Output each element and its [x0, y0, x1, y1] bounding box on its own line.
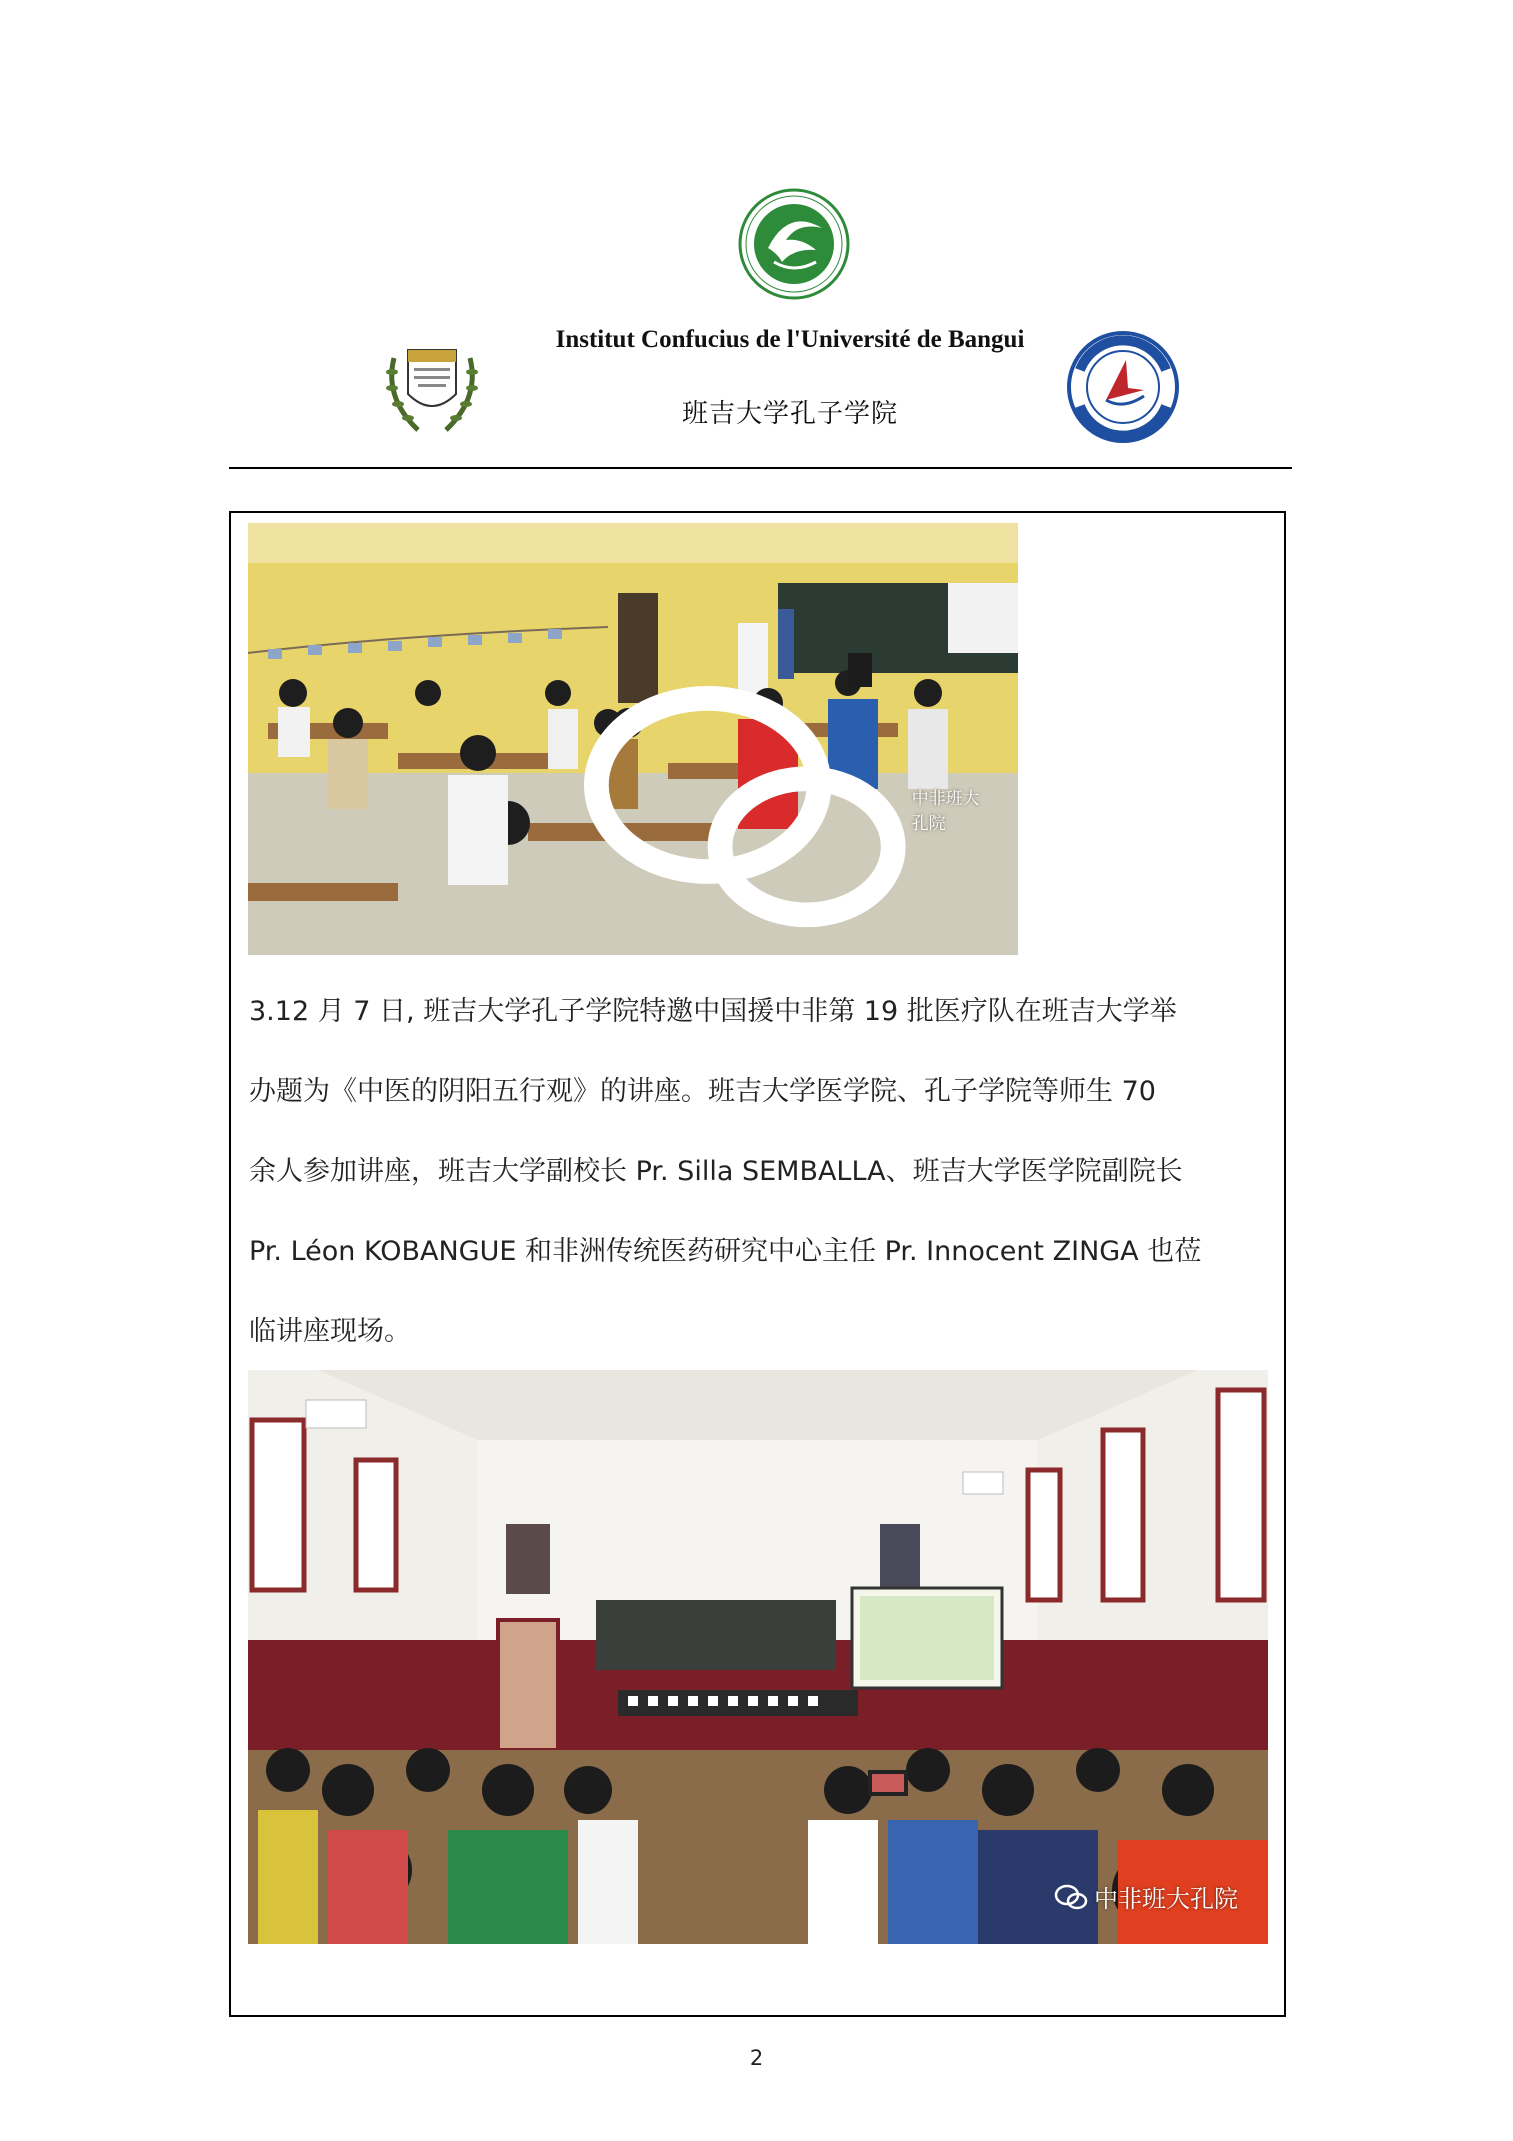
confucius-institute-logo: [738, 188, 850, 300]
photo1-watermark: [584, 686, 992, 933]
article-line-4: Pr. Léon KOBANGUE 和非洲传统医药研究中心主任 Pr. Innocent ZINGA 也莅: [249, 1236, 1202, 1267]
photo2-watermark: [1054, 1879, 1238, 1914]
lecture-hall-photo: [248, 1370, 1268, 1944]
wechat-icon: [1054, 1884, 1088, 1910]
article-body: [249, 972, 1269, 1372]
institute-name-french: Institut Confucius de l'Université de Bangui: [555, 326, 1025, 353]
wechat-icon: [584, 686, 906, 933]
article-line-3: 余人参加讲座，班吉大学副校长 Pr. Silla SEMBALLA、班吉大学医学院副院长: [249, 1156, 1183, 1187]
classroom-photo: [248, 523, 1018, 955]
bohai-university-seal: [1066, 330, 1180, 444]
page-number: 2: [749, 2046, 764, 2070]
photo1-watermark-text: 中非班大孔院: [911, 789, 980, 835]
photo2-watermark-text: 中非班大孔院: [1094, 1885, 1238, 1913]
header-divider: [229, 467, 1292, 469]
institute-name-chinese: 班吉大学孔子学院: [681, 399, 898, 429]
article-line-1: 3.12 月 7 日, 班吉大学孔子学院特邀中国援中非第 19 批医疗队在班吉大学举: [249, 996, 1177, 1027]
article-line-5: 临讲座现场。: [249, 1316, 411, 1347]
article-line-2: 办题为《中医的阴阳五行观》的讲座。班吉大学医学院、孔子学院等师生 70: [249, 1076, 1156, 1107]
